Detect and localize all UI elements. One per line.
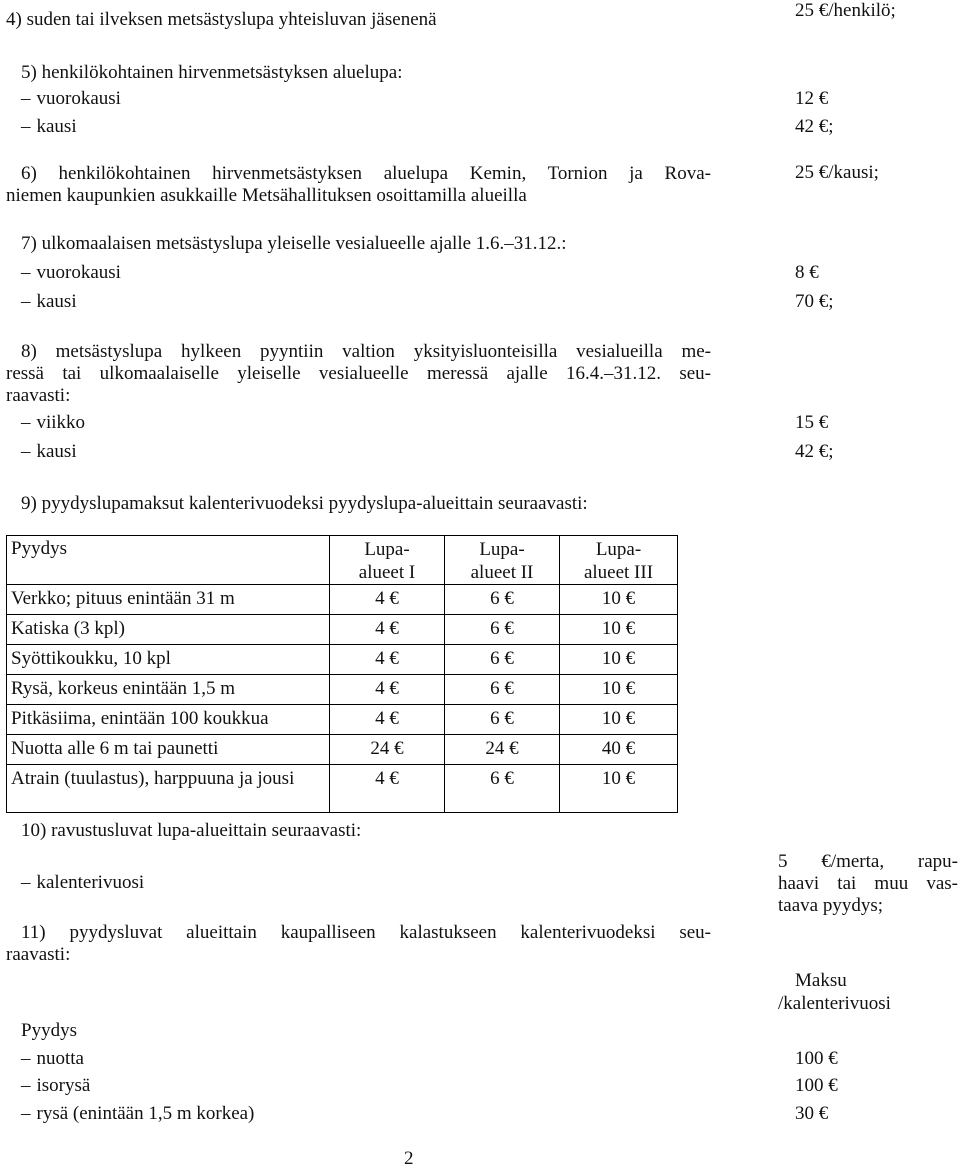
- table-row: [7, 765, 678, 813]
- item-11-label-header: Pyydys: [21, 1020, 77, 1041]
- cell-fee-i: 4 €: [330, 615, 445, 645]
- cell-fee-ii: 6 €: [445, 585, 560, 615]
- cell-fee-ii: 6 €: [445, 645, 560, 675]
- item-5-row-fee: 42 €;: [795, 116, 834, 137]
- item-11-col-header-line-2: /kalenterivuosi: [778, 993, 891, 1014]
- table-row: [7, 735, 678, 765]
- cell-pyydys: Verkko; pituus enintään 31 m: [7, 585, 330, 615]
- fee-table: [6, 535, 678, 813]
- item-11-row-label: – rysä (enintään 1,5 m korkea): [21, 1103, 254, 1125]
- cell-pyydys: Atrain (tuulastus), harppuuna ja jousi: [7, 765, 330, 813]
- header-label: Lupa- alueet I: [358, 539, 416, 583]
- item-8-line-2: ressä tai ulkomaalaiselle yleiselle vesialueelle meressä ajalle 16.4.–31.12. seu-: [6, 363, 711, 384]
- item-10-fee-line-2: haavi tai muu vas-: [778, 873, 958, 894]
- cell-fee-iii: 10 €: [560, 585, 678, 615]
- item-8-line-3: raavasti:: [6, 385, 71, 406]
- item-10-row-label: – kalenterivuosi: [21, 872, 144, 894]
- cell-fee-iii: 10 €: [560, 705, 678, 735]
- item-11-row-fee: 100 €: [795, 1048, 838, 1069]
- table-row: [7, 705, 678, 735]
- item-8-row-label: – kausi: [21, 441, 77, 463]
- cell-fee-iii: 40 €: [560, 735, 678, 765]
- page-number: 2: [404, 1148, 414, 1169]
- item-11-line-1: 11) pyydysluvat alueittain kaupalliseen kalastukseen kalenterivuodeksi seu-: [21, 922, 711, 943]
- item-5-row-label: – vuorokausi: [21, 88, 121, 110]
- item-8-row-fee: 42 €;: [795, 441, 834, 462]
- table-row: [7, 615, 678, 645]
- cell-fee-i: 4 €: [330, 765, 445, 813]
- header-lupa-alueet-ii: [445, 536, 560, 585]
- cell-fee-i: 4 €: [330, 645, 445, 675]
- item-5-row-label: – kausi: [21, 116, 77, 138]
- cell-pyydys: Rysä, korkeus enintään 1,5 m: [7, 675, 330, 705]
- cell-fee-ii: 6 €: [445, 675, 560, 705]
- header-pyydys: [7, 536, 330, 585]
- cell-pyydys: Katiska (3 kpl): [7, 615, 330, 645]
- cell-fee-ii: 6 €: [445, 765, 560, 813]
- item-7-row-label: – vuorokausi: [21, 262, 121, 284]
- header-label: Lupa- alueet II: [470, 539, 534, 583]
- table-header-row: [7, 536, 678, 585]
- item-8-line-1: 8) metsästyslupa hylkeen pyyntiin valtion yksityisluonteisilla vesialueilla me-: [21, 341, 711, 362]
- cell-fee-ii: 24 €: [445, 735, 560, 765]
- item-11-row-label: – isorysä: [21, 1075, 90, 1097]
- cell-pyydys: Pitkäsiima, enintään 100 koukkua: [7, 705, 330, 735]
- cell-pyydys: Syöttikoukku, 10 kpl: [7, 645, 330, 675]
- cell-fee-iii: 10 €: [560, 765, 678, 813]
- cell-fee-ii: 6 €: [445, 705, 560, 735]
- cell-fee-iii: 10 €: [560, 645, 678, 675]
- item-6-line-1: 6) henkilökohtainen hirvenmetsästyksen aluelupa Kemin, Tornion ja Rova-: [21, 163, 711, 184]
- header-lupa-alueet-i: [330, 536, 445, 585]
- cell-fee-i: 4 €: [330, 705, 445, 735]
- table-row: [7, 675, 678, 705]
- item-4-text: 4) suden tai ilveksen metsästyslupa yhteisluvan jäsenenä: [6, 9, 437, 30]
- cell-fee-iii: 10 €: [560, 675, 678, 705]
- table-row: [7, 645, 678, 675]
- cell-fee-i: 24 €: [330, 735, 445, 765]
- cell-fee-iii: 10 €: [560, 615, 678, 645]
- item-6-line-2: niemen kaupunkien asukkaille Metsähallituksen osoittamilla alueilla: [6, 185, 527, 206]
- item-10-text: 10) ravustusluvat lupa-alueittain seuraavasti:: [21, 820, 362, 841]
- item-11-row-label: – nuotta: [21, 1048, 84, 1070]
- item-9-text: 9) pyydyslupamaksut kalenterivuodeksi pyydyslupa-alueittain seuraavasti:: [21, 493, 588, 514]
- item-10-fee-line-3: taava pyydys;: [778, 895, 884, 916]
- item-5-row-fee: 12 €: [795, 88, 829, 109]
- cell-fee-ii: 6 €: [445, 615, 560, 645]
- item-11-col-header-line-1: Maksu: [795, 970, 847, 991]
- header-label: Lupa- alueet III: [583, 539, 654, 583]
- item-11-row-fee: 100 €: [795, 1075, 838, 1096]
- item-4-fee: 25 €/henkilö;: [795, 0, 896, 21]
- cell-fee-i: 4 €: [330, 585, 445, 615]
- item-8-row-label: – viikko: [21, 412, 85, 434]
- item-7-row-fee: 70 €;: [795, 291, 834, 312]
- item-8-row-fee: 15 €: [795, 412, 829, 433]
- item-7-row-fee: 8 €: [795, 262, 819, 283]
- item-7-text: 7) ulkomaalaisen metsästyslupa yleiselle vesialueelle ajalle 1.6.–31.12.:: [21, 233, 567, 254]
- item-7-row-label: – kausi: [21, 291, 77, 313]
- item-6-fee: 25 €/kausi;: [795, 162, 879, 183]
- header-lupa-alueet-iii: [560, 536, 678, 585]
- header-label: Pyydys: [11, 538, 67, 559]
- table-row: [7, 585, 678, 615]
- cell-fee-i: 4 €: [330, 675, 445, 705]
- item-5-text: 5) henkilökohtainen hirvenmetsästyksen aluelupa:: [21, 62, 403, 83]
- item-11-line-2: raavasti:: [6, 944, 71, 965]
- item-10-fee-line-1: 5 €/merta, rapu-: [778, 851, 958, 872]
- item-11-row-fee: 30 €: [795, 1103, 829, 1124]
- cell-pyydys: Nuotta alle 6 m tai paunetti: [7, 735, 330, 765]
